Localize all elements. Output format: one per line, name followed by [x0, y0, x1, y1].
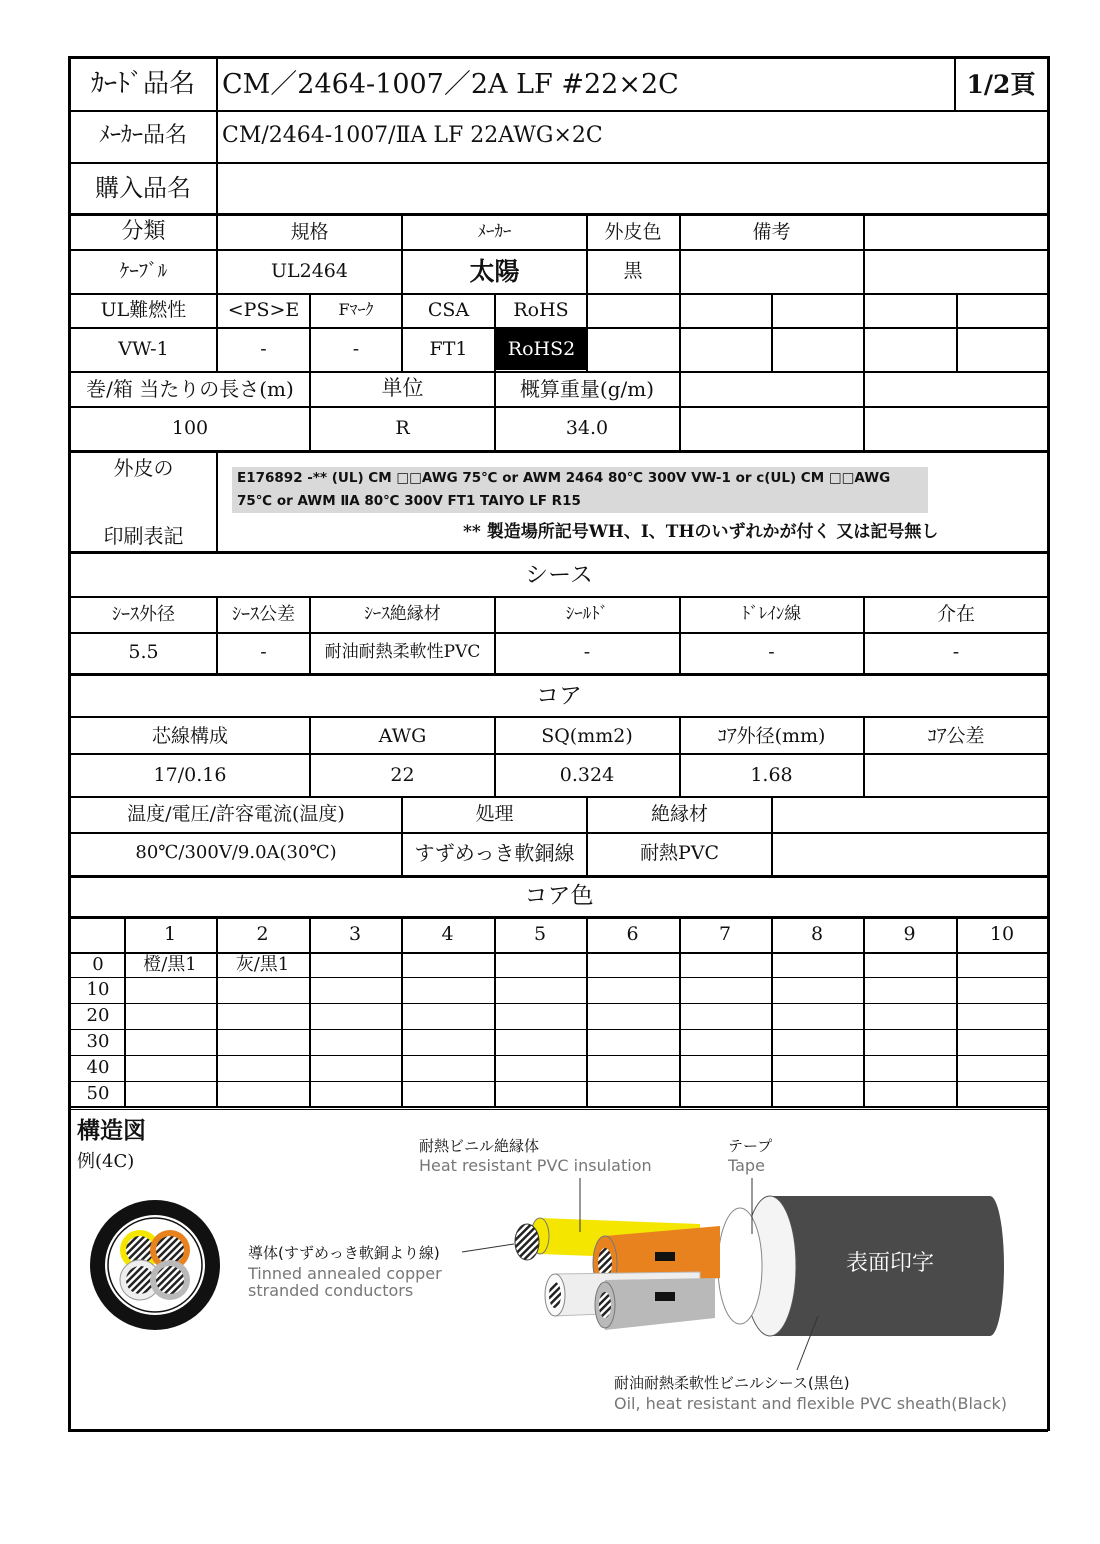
core-od-value: 1.68 — [750, 763, 793, 786]
insulation-value: 耐熱PVC — [639, 841, 720, 864]
maker-name-label: ﾒｰｶｰ品名 — [98, 123, 187, 148]
standard-value: UL2464 — [271, 259, 348, 282]
print-line-2: 75℃ or AWM ⅡA 80℃ 300V FT1 TAIYO LF R15 — [237, 493, 581, 510]
core-color-column-header: 7 — [718, 923, 732, 945]
shield-header: ｼｰﾙﾄﾞ — [565, 604, 609, 624]
awg-value: 22 — [390, 763, 415, 786]
rating-value: 80℃/300V/9.0A(30℃) — [135, 842, 337, 863]
print-label-top: 外皮の — [113, 456, 174, 480]
drain-wire-value: - — [768, 640, 775, 663]
core-color-cell: 灰/黒1 — [235, 953, 290, 975]
pse-header: <PS>E — [227, 298, 300, 321]
shield-value: - — [583, 640, 591, 663]
core-color-title: コア色 — [524, 882, 594, 909]
insulation-header: 絶縁材 — [650, 802, 708, 825]
class-value: ｹｰﾌﾞﾙ — [119, 259, 168, 282]
maker-value: 太陽 — [469, 256, 520, 286]
core-color-cell: 橙/黒1 — [143, 953, 197, 975]
core-color-column-header: 8 — [810, 923, 824, 945]
jacket-color-value: 黒 — [623, 259, 643, 282]
awg-header: AWG — [378, 724, 427, 747]
core-od-header: ｺｱ外径(mm) — [717, 724, 826, 747]
sheath-od-value: 5.5 — [128, 640, 159, 663]
length-header: 巻/箱 当たりの長さ(m) — [86, 376, 294, 401]
rohs-value: RoHS2 — [496, 328, 587, 370]
weight-header: 概算重量(g/m) — [519, 376, 655, 401]
sheath-tolerance-header: ｼｰｽ公差 — [232, 603, 295, 625]
core-color-column-header: 1 — [163, 923, 177, 945]
structure-title: 構造図 — [77, 1117, 146, 1144]
filler-value: - — [952, 640, 960, 663]
sheath-label-en: Oil, heat resistant and flexible PVC sheath(Black) — [614, 1394, 1008, 1413]
card-name-label: ｶｰﾄﾞ品名 — [90, 69, 195, 99]
core-color-column-header: 10 — [989, 923, 1015, 945]
length-value: 100 — [171, 416, 209, 439]
drain-wire-header: ﾄﾞﾚｲﾝ線 — [741, 604, 802, 624]
print-label-bottom: 印刷表記 — [103, 524, 184, 548]
strand-construction-header: 芯線構成 — [151, 724, 228, 747]
weight-value: 34.0 — [565, 416, 609, 439]
core-color-row-label: 0 — [92, 953, 104, 975]
unit-value: R — [395, 416, 410, 439]
insulation-label-jp: 耐熱ビニル絶縁体 — [419, 1136, 540, 1155]
remarks-header: 備考 — [752, 220, 791, 243]
page-number: 1/2頁 — [966, 69, 1036, 99]
sq-header: SQ(mm2) — [541, 724, 633, 747]
core-color-row-label: 40 — [86, 1057, 110, 1078]
core-color-row-label: 10 — [86, 979, 110, 1000]
core-color-column-header: 3 — [348, 923, 362, 945]
treatment-header: 処理 — [475, 802, 514, 825]
csa-header: CSA — [427, 298, 470, 321]
core-color-column-header: 2 — [256, 923, 269, 945]
sheath-material-header: ｼｰｽ絶縁材 — [364, 604, 441, 624]
f-mark-header: Fﾏｰｸ — [338, 300, 374, 319]
core-title: コア — [536, 682, 582, 709]
sheath-od-header: ｼｰｽ外径 — [112, 603, 175, 625]
jacket-color-header: 外皮色 — [604, 220, 662, 243]
tape-label-jp: テープ — [728, 1136, 773, 1155]
sheath-title: シース — [525, 561, 593, 588]
treatment-value: すずめっき軟銅線 — [414, 841, 575, 865]
standard-header: 規格 — [290, 220, 329, 243]
pse-value: - — [260, 337, 267, 360]
sq-value: 0.324 — [559, 763, 615, 786]
tape-label-en: Tape — [728, 1156, 765, 1175]
insulation-label-en: Heat resistant PVC insulation — [419, 1156, 652, 1175]
surface-print-label: 表面印字 — [845, 1251, 934, 1276]
card-name-value: CM／2464-1007／2A LF #22×2C — [222, 68, 679, 100]
rohs-header: RoHS — [513, 298, 569, 321]
class-header: 分類 — [121, 219, 166, 244]
sheath-material-value: 耐油耐熱柔軟性PVC — [324, 641, 481, 662]
filler-header: 介在 — [936, 603, 975, 625]
cable-cross-section — [90, 1200, 220, 1330]
rating-header: 温度/電圧/許容電流(温度) — [127, 802, 345, 825]
core-tolerance-header: ｺｱ公差 — [927, 724, 985, 747]
core-color-column-header: 4 — [441, 923, 454, 945]
purchase-name-label: 購入品名 — [95, 174, 191, 202]
core-color-column-header: 5 — [533, 923, 547, 945]
sheath-tolerance-value: - — [260, 640, 267, 663]
structure-example: 例(4C) — [77, 1151, 135, 1172]
f-mark-value: - — [352, 337, 360, 360]
unit-header: 単位 — [381, 376, 424, 400]
core-color-row-label: 50 — [86, 1082, 110, 1104]
conductor-label-en-2: stranded conductors — [248, 1281, 414, 1300]
print-line-1: E176892 -** (UL) CM □□AWG 75℃ or AWM 2464 80℃ 300V VW-1 or c(UL) CM □□AWG — [237, 470, 891, 487]
conductor-label-en-1: Tinned annealed copper — [248, 1264, 442, 1283]
strand-construction-value: 17/0.16 — [153, 763, 227, 786]
ul-flame-header: UL難燃性 — [100, 298, 187, 321]
maker-name-value: CM/2464-1007/ⅡA LF 22AWG×2C — [222, 123, 603, 148]
sheath-label-jp: 耐油耐熱柔軟性ビニルシース(黒色) — [614, 1373, 850, 1392]
csa-value: FT1 — [429, 337, 468, 360]
core-color-row-label: 20 — [86, 1005, 110, 1026]
conductor-label-jp: 導体(すずめっき軟銅より線) — [248, 1243, 440, 1262]
maker-header: ﾒｰｶｰ — [477, 221, 512, 242]
ul-flame-value: VW-1 — [118, 337, 169, 360]
print-note: ** 製造場所記号WH、I、THのいずれかが付く 又は記号無し — [463, 521, 939, 542]
core-color-column-header: 9 — [903, 923, 916, 945]
core-color-column-header: 6 — [626, 923, 639, 945]
core-color-row-label: 30 — [86, 1031, 110, 1052]
